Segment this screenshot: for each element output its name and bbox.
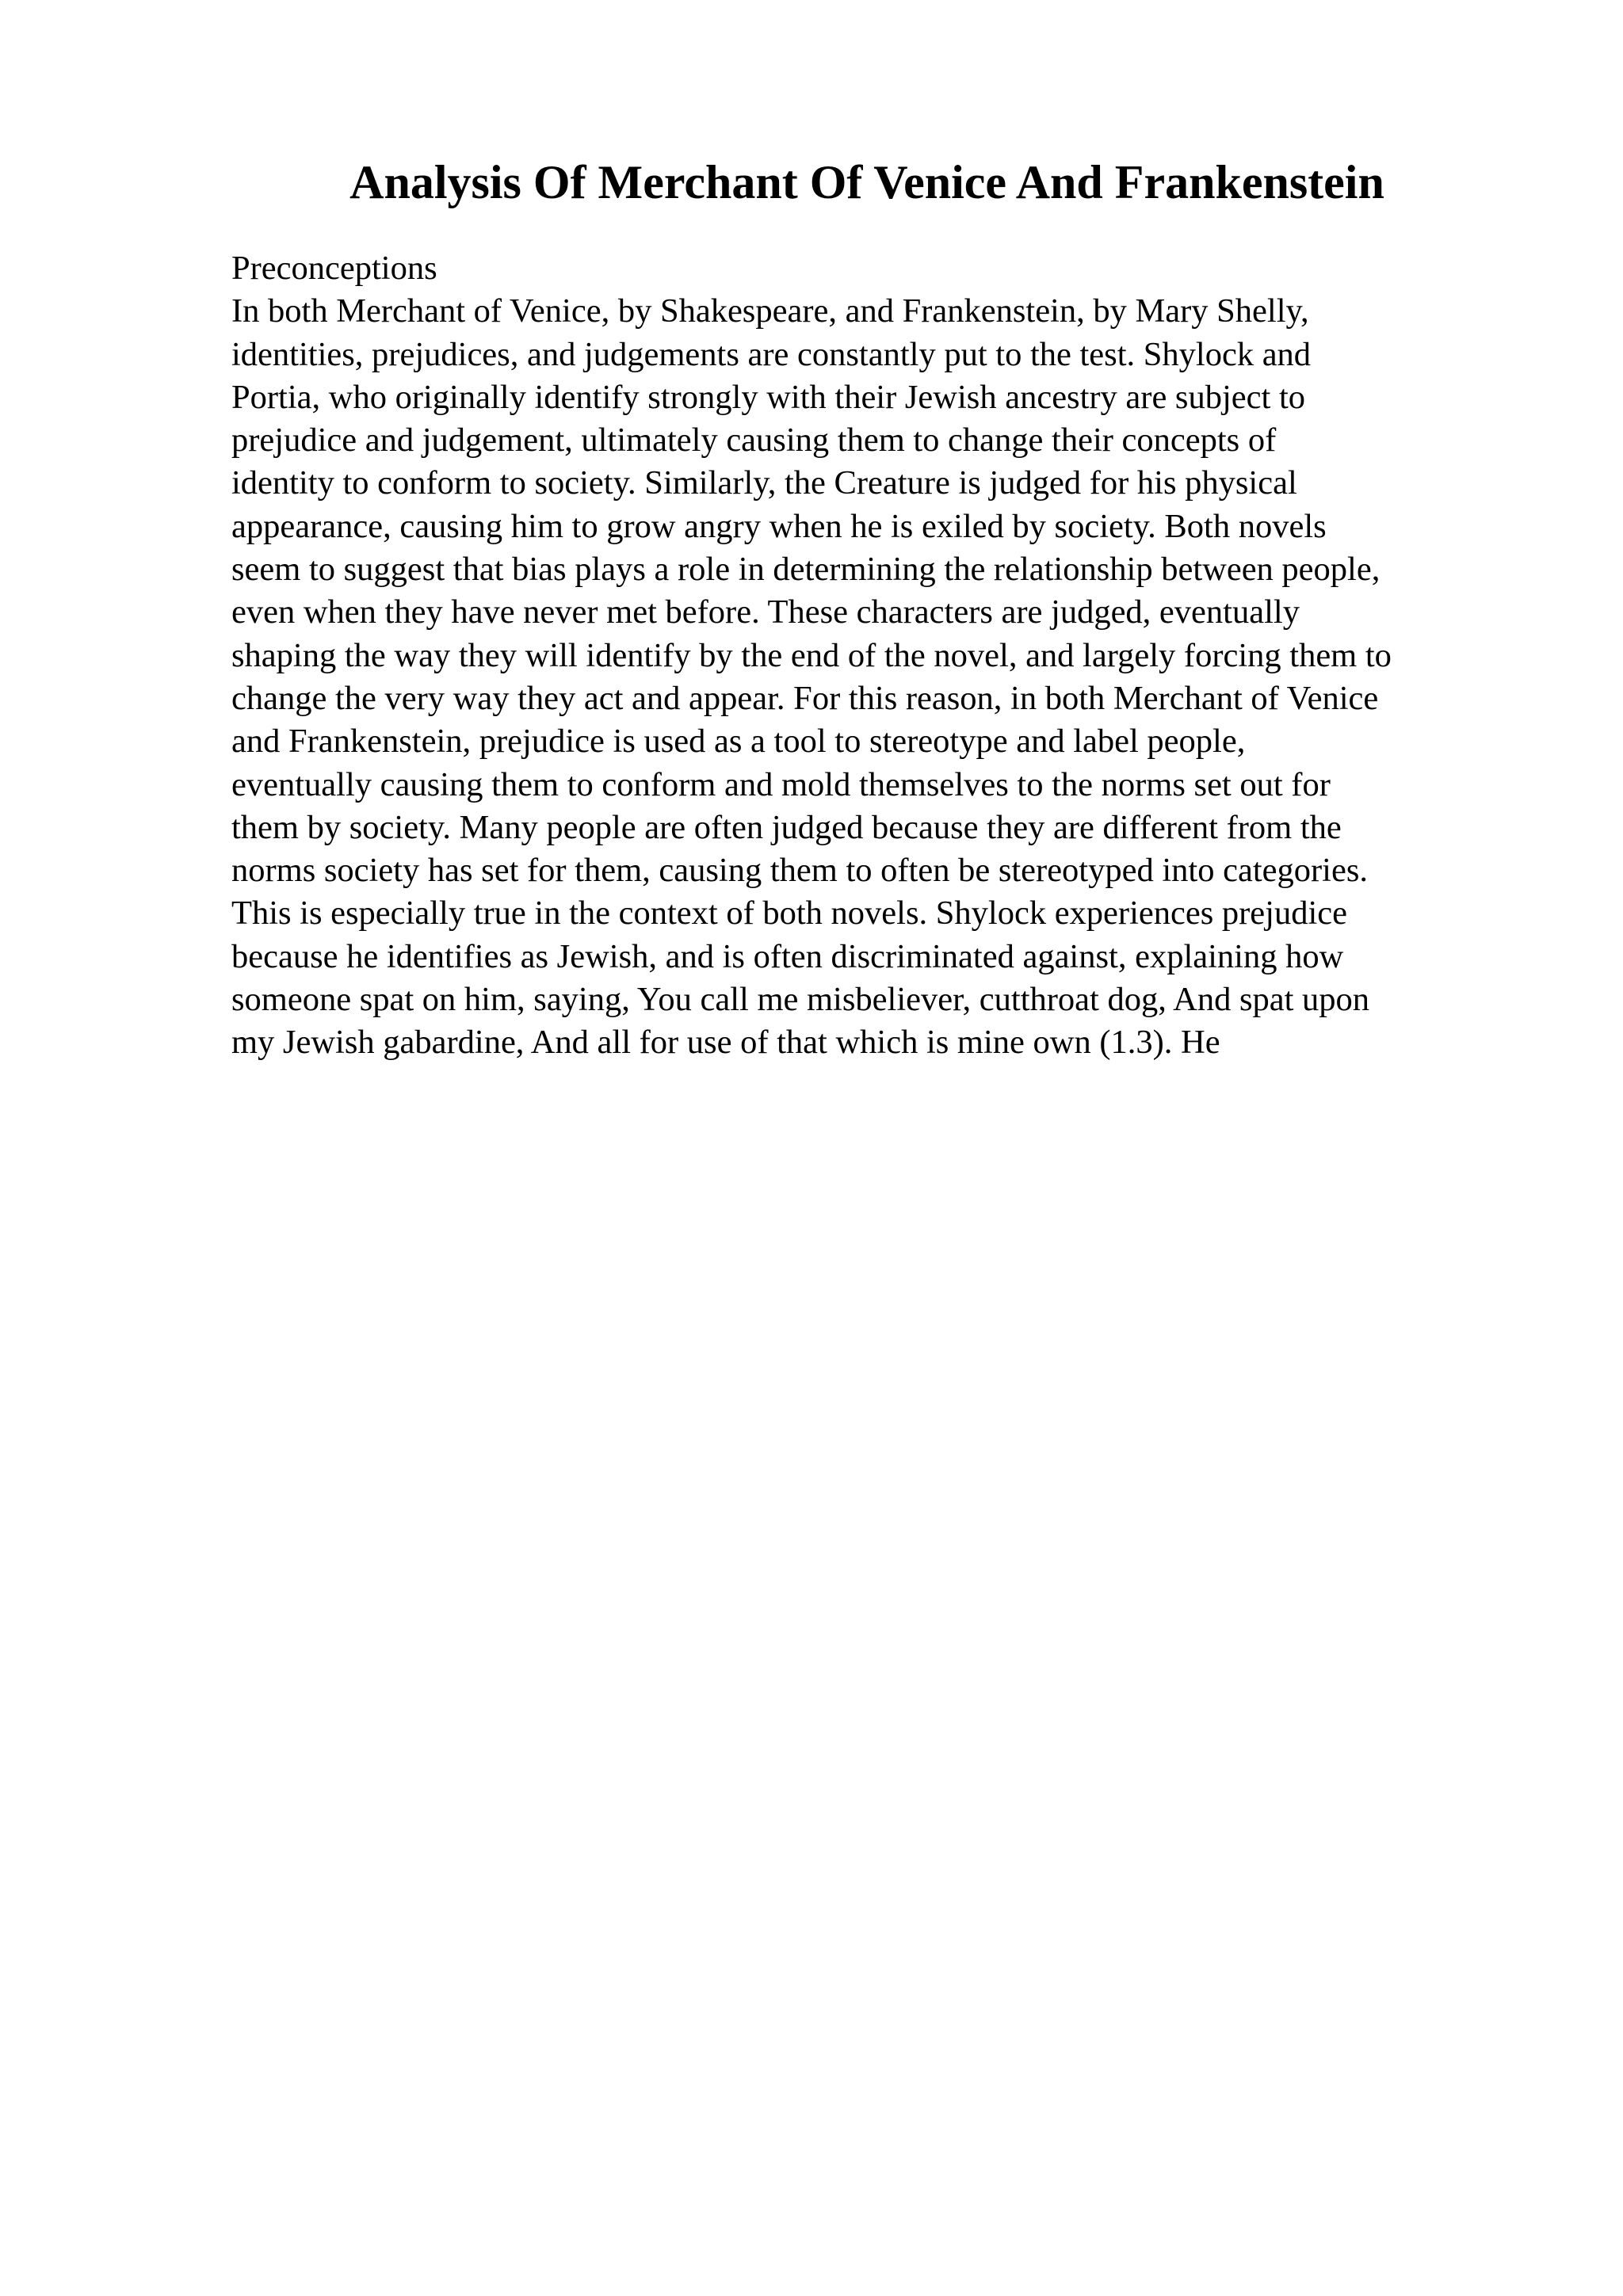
body-text-line: my Jewish gabardine, And all for use of that which is mine own (1.3). He [231,1024,1220,1062]
document-title: Analysis Of Merchant Of Venice And Frankenstein [349,156,1384,208]
document-body [231,247,1610,1065]
body-text-line: and Frankenstein, prejudice is used as a tool to stereotype and label people, [231,723,1246,761]
body-text-line: shaping the way they will identify by the end of the novel, and largely forcing them to [231,636,1392,674]
body-text-line: prejudice and judgement, ultimately causing them to change their concepts of [231,421,1277,460]
body-text-line: This is especially true in the context of both novels. Shylock experiences prejudice [231,894,1347,933]
body-text-line: appearance, causing him to grow angry when he is exiled by society. Both novels [231,507,1327,545]
body-text-line: change the very way they act and appear. For this reason, in both Merchant of Venice [231,679,1379,717]
body-text-line: because he identifies as Jewish, and is often discriminated against, explaining how [231,937,1344,975]
body-text-line: identity to conform to society. Similarly, the Creature is judged for his physical [231,464,1297,502]
body-text-line: Portia, who originally identify strongly with their Jewish ancestry are subject to [231,378,1305,416]
body-text-line: even when they have never met before. These characters are judged, eventually [231,593,1300,631]
body-text-line: In both Merchant of Venice, by Shakespeare, and Frankenstein, by Mary Shelly, [231,292,1309,330]
body-text-line: them by society. Many people are often judged because they are different from the [231,808,1342,846]
section-heading: Preconceptions [231,250,437,287]
body-text-line: norms society has set for them, causing them to often be stereotyped into categories. [231,852,1368,890]
body-text-line: someone spat on him, saying, You call me misbeliever, cutthroat dog, And spat upon [231,981,1370,1019]
body-text-line: seem to suggest that bias plays a role in determining the relationship between people, [231,551,1381,589]
body-text-line: identities, prejudices, and judgements are constantly put to the test. Shylock and [231,335,1312,373]
body-text-line: eventually causing them to conform and mold themselves to the norms set out for [231,765,1331,803]
